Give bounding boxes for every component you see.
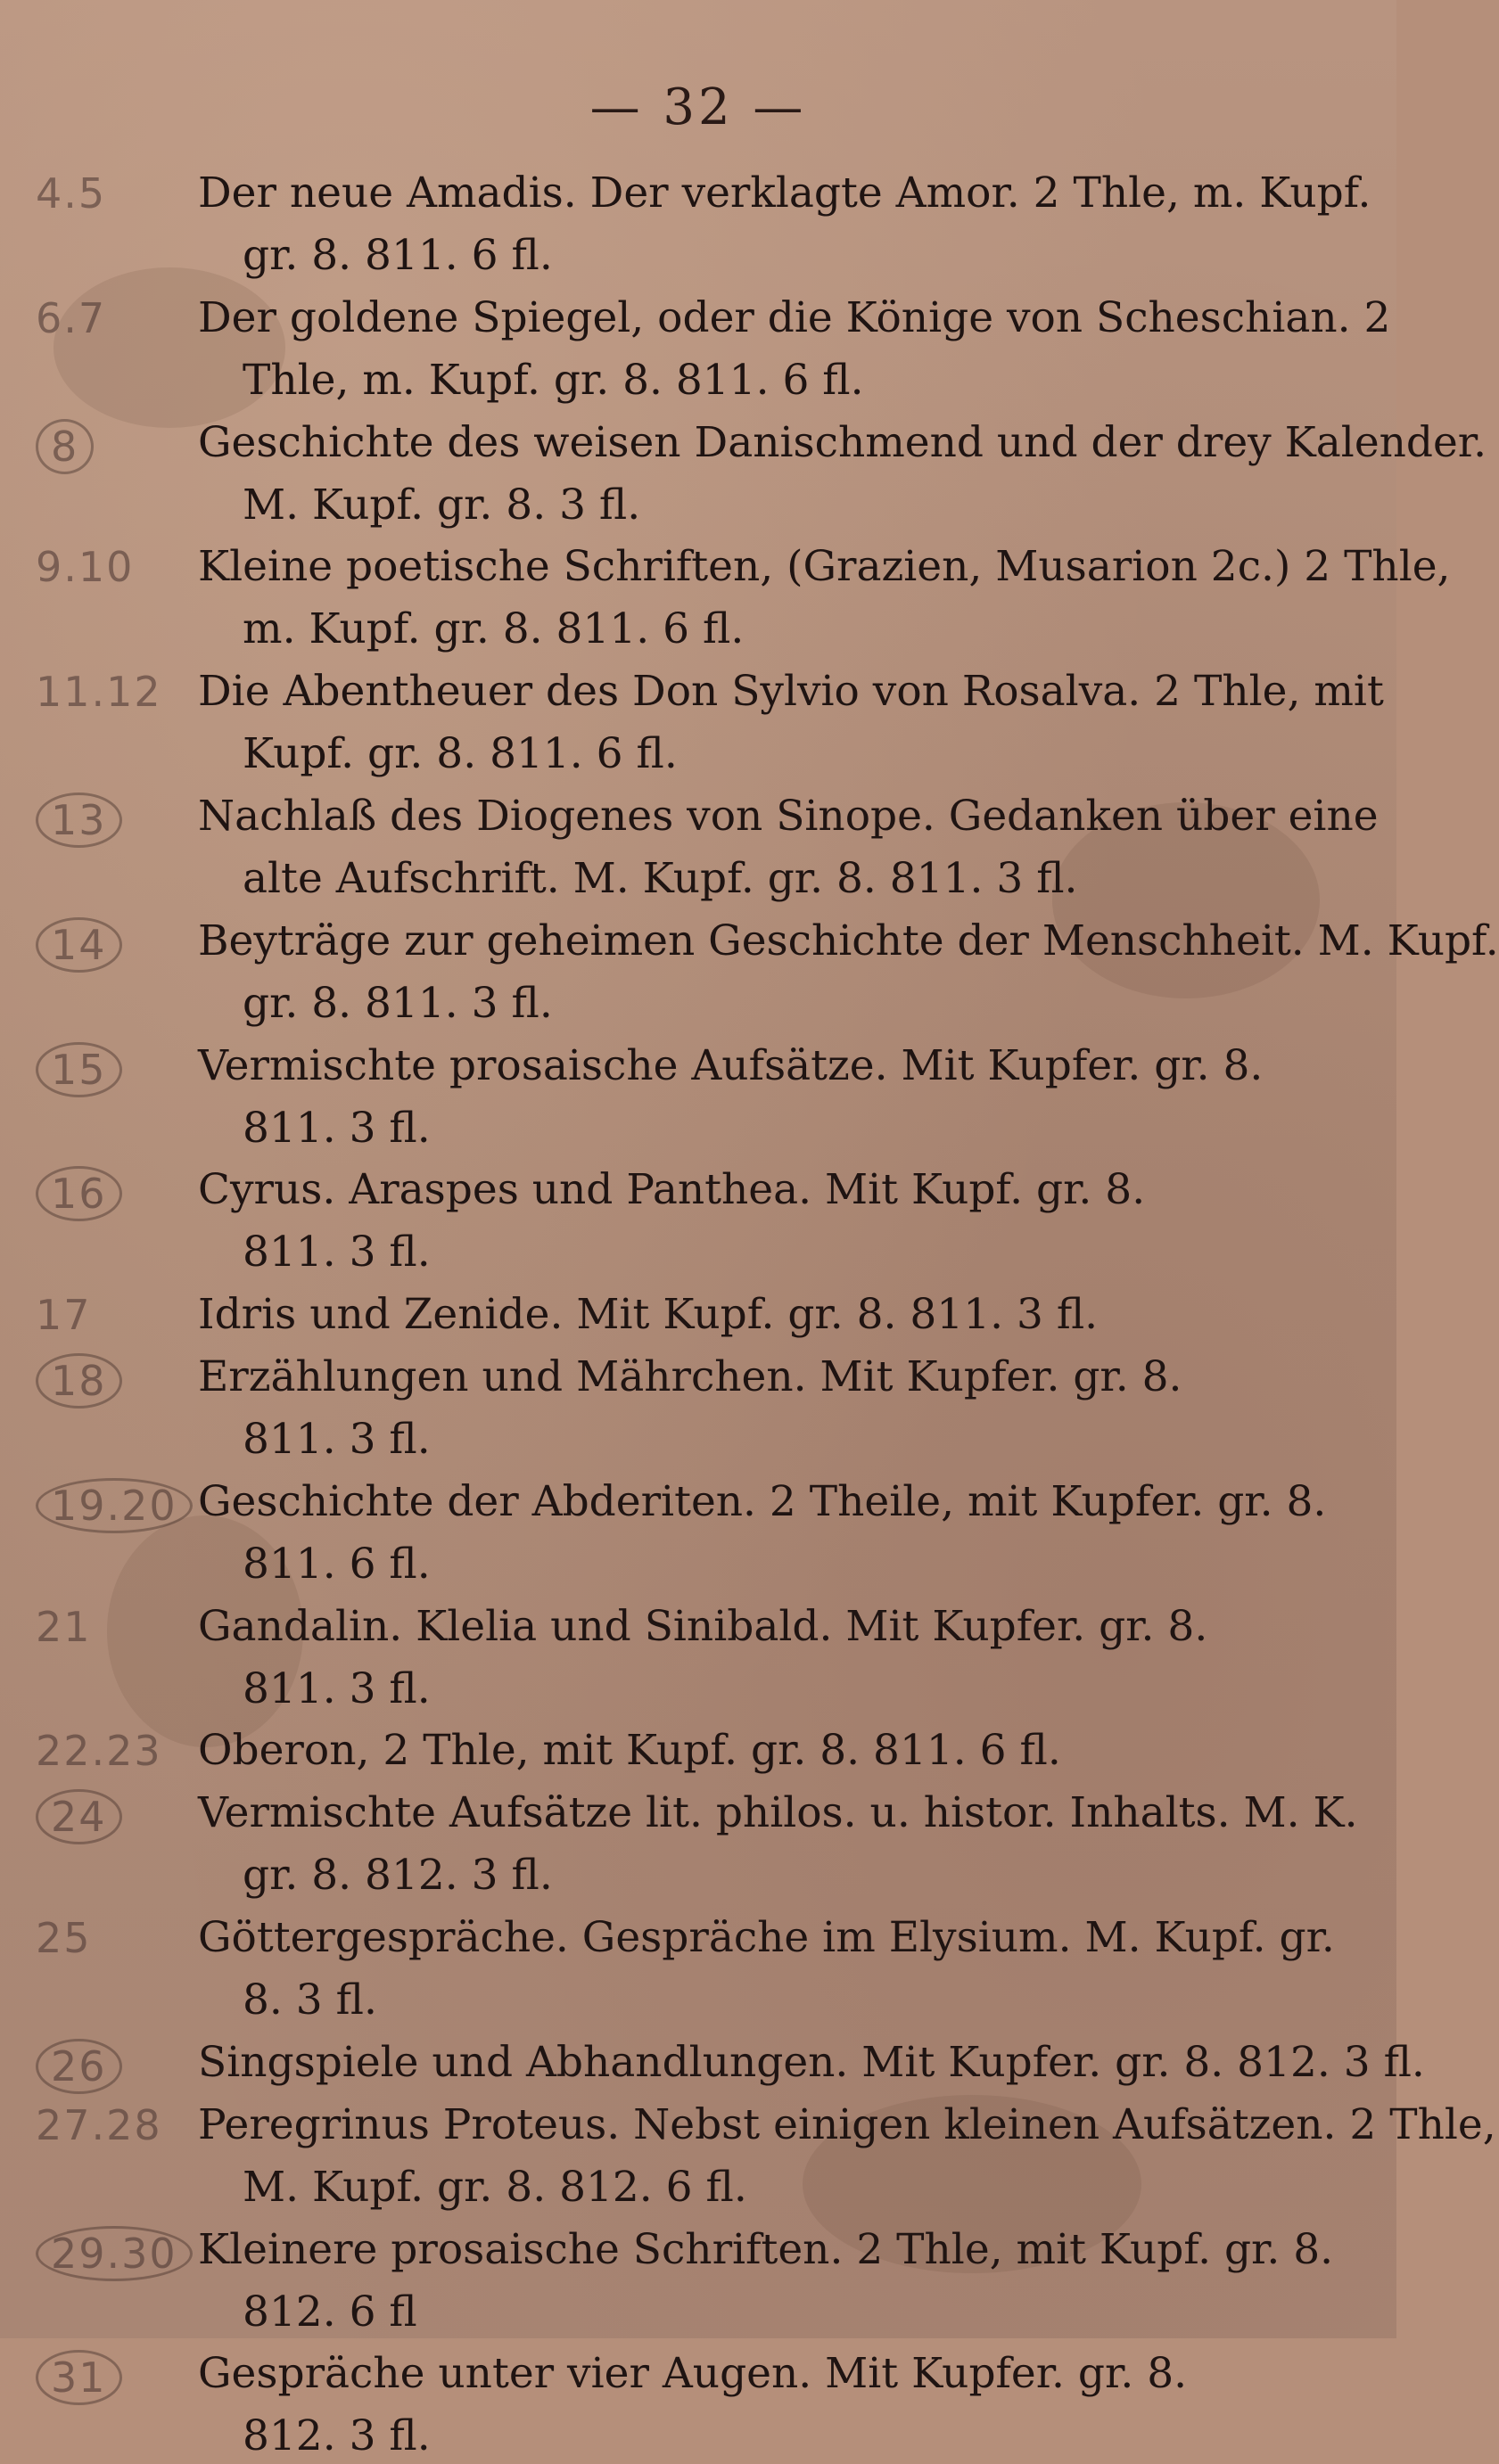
entry-detail-line: Kupf. gr. 8. 811. 6 fl. — [243, 729, 678, 779]
catalog-entry — [0, 1031, 1396, 1156]
volume-mark-text: 31 — [36, 2350, 122, 2405]
volume-mark-text: 19.20 — [36, 1478, 193, 1533]
volume-mark-text: 13 — [36, 793, 122, 848]
handwritten-volume-mark — [36, 2101, 196, 2149]
catalog-entry — [0, 1155, 1396, 1280]
volume-mark-text: 17 — [36, 1291, 92, 1340]
handwritten-volume-mark — [36, 1603, 196, 1651]
catalog-entry — [0, 1592, 1396, 1717]
entry-detail-line: alte Aufschrift. M. Kupf. gr. 8. 811. 3 fl. — [243, 853, 1078, 903]
catalog-entry — [0, 657, 1396, 782]
volume-mark-text: 27.28 — [36, 2100, 162, 2149]
entry-title-line: Die Abentheuer des Don Sylvio von Rosalva. 2 Thle, mit — [198, 667, 1384, 717]
entry-detail-line: M. Kupf. gr. 8. 812. 6 fl. — [243, 2162, 747, 2212]
catalog-entry — [0, 283, 1396, 408]
catalog-entry — [0, 1778, 1396, 1903]
entry-detail-line: 811. 6 fl. — [243, 1539, 431, 1589]
handwritten-volume-mark — [36, 2039, 196, 2094]
handwritten-volume-mark — [36, 2226, 196, 2281]
volume-mark-text: 24 — [36, 1789, 122, 1844]
volume-mark-text: 6.7 — [36, 293, 107, 342]
volume-mark-text: 8 — [36, 419, 94, 474]
entry-title-line: Göttergespräche. Gespräche im Elysium. M. Kupf. gr. — [198, 1913, 1335, 1963]
handwritten-volume-mark — [36, 294, 196, 342]
catalog-entry — [0, 2339, 1396, 2464]
volume-mark-text: 4.5 — [36, 169, 107, 218]
handwritten-volume-mark — [36, 2350, 196, 2405]
handwritten-volume-mark — [36, 169, 196, 218]
handwritten-volume-mark — [36, 1727, 196, 1775]
entry-title-line: Der neue Amadis. Der verklagte Amor. 2 Thle, m. Kupf. — [198, 168, 1371, 218]
volume-mark-text: 25 — [36, 1914, 92, 1963]
entry-detail-line: m. Kupf. gr. 8. 811. 6 fl. — [243, 604, 745, 654]
catalog-entry — [0, 1467, 1396, 1592]
entry-title-line: Gespräche unter vier Augen. Mit Kupfer. gr. 8. — [198, 2349, 1188, 2399]
catalog-entry — [0, 782, 1396, 907]
handwritten-volume-mark — [36, 1789, 196, 1844]
entry-title-line: Vermischte Aufsätze lit. philos. u. histor. Inhalts. M. K. — [198, 1788, 1358, 1838]
volume-mark-text: 9.10 — [36, 543, 135, 592]
entry-title-line: Nachlaß des Diogenes von Sinope. Gedanken über eine — [198, 791, 1379, 841]
volume-mark-text: 18 — [36, 1353, 122, 1409]
entry-detail-line: 812. 3 fl. — [243, 2411, 431, 2461]
entry-title-line: Singspiele und Abhandlungen. Mit Kupfer. gr. 8. 812. 3 fl. — [198, 2037, 1425, 2087]
entry-detail-line: 8. 3 fl. — [243, 1975, 377, 2025]
entry-detail-line: M. Kupf. gr. 8. 3 fl. — [243, 480, 641, 530]
handwritten-volume-mark — [36, 419, 196, 474]
catalog-entry — [0, 2215, 1396, 2340]
entry-title-line: Oberon, 2 Thle, mit Kupf. gr. 8. 811. 6 fl. — [198, 1726, 1061, 1776]
entry-title-line: Gandalin. Klelia und Sinibald. Mit Kupfer. gr. 8. — [198, 1601, 1208, 1651]
handwritten-volume-mark — [36, 1914, 196, 1962]
entry-title-line: Beyträge zur geheimen Geschichte der Menschheit. M. Kupf. — [198, 916, 1499, 965]
volume-mark-text: 14 — [36, 917, 122, 973]
entry-detail-line: 811. 3 fl. — [243, 1415, 431, 1465]
catalog-entry — [0, 1903, 1396, 2028]
handwritten-volume-mark — [36, 1478, 196, 1533]
entry-title-line: Vermischte prosaische Aufsätze. Mit Kupfer. gr. 8. — [198, 1040, 1264, 1090]
volume-mark-text: 11.12 — [36, 668, 162, 717]
entry-detail-line: gr. 8. 812. 3 fl. — [243, 1851, 553, 1901]
entry-title-line: Kleinere prosaische Schriften. 2 Thle, mit Kupf. gr. 8. — [198, 2224, 1334, 2274]
volume-mark-text: 16 — [36, 1166, 122, 1221]
catalog-entry — [0, 159, 1396, 283]
entry-title-line: Kleine poetische Schriften, (Grazien, Musarion 2c.) 2 Thle, — [198, 542, 1451, 592]
catalog-entry — [0, 408, 1487, 533]
catalog-entry — [0, 2090, 1496, 2215]
volume-mark-text: 21 — [36, 1602, 92, 1651]
volume-mark-text: 22.23 — [36, 1727, 162, 1776]
handwritten-volume-mark — [36, 543, 196, 591]
catalog-entry — [0, 907, 1499, 1031]
volume-mark-text: 15 — [36, 1042, 122, 1097]
page-number: — 32 — — [589, 78, 807, 136]
entry-title-line: Idris und Zenide. Mit Kupf. gr. 8. 811. 3 fl. — [198, 1290, 1099, 1340]
entry-detail-line: Thle, m. Kupf. gr. 8. 811. 6 fl. — [243, 355, 864, 405]
catalog-entry — [0, 1343, 1396, 1467]
entry-title-line: Erzählungen und Mährchen. Mit Kupfer. gr. 8. — [198, 1352, 1182, 1402]
handwritten-volume-mark — [36, 793, 196, 848]
catalog-entry — [0, 1280, 1396, 1343]
handwritten-volume-mark — [36, 1291, 196, 1339]
entry-detail-line: 811. 3 fl. — [243, 1103, 431, 1153]
handwritten-volume-mark — [36, 917, 196, 973]
entry-title-line: Der goldene Spiegel, oder die Könige von Scheschian. 2 — [198, 292, 1391, 342]
catalog-entry — [0, 532, 1451, 657]
handwritten-volume-mark — [36, 1042, 196, 1097]
entry-title-line: Peregrinus Proteus. Nebst einigen kleinen Aufsätzen. 2 Thle, — [198, 2099, 1496, 2149]
handwritten-volume-mark — [36, 1166, 196, 1221]
entry-detail-line: gr. 8. 811. 6 fl. — [243, 231, 553, 280]
handwritten-volume-mark — [36, 668, 196, 716]
catalog-entry — [0, 2028, 1425, 2090]
catalog-entry — [0, 1716, 1396, 1778]
volume-mark-text: 29.30 — [36, 2226, 193, 2281]
entry-title-line: Cyrus. Araspes und Panthea. Mit Kupf. gr. 8. — [198, 1165, 1146, 1215]
volume-mark-text: 26 — [36, 2039, 122, 2094]
entry-title-line: Geschichte des weisen Danischmend und der drey Kalender. — [198, 417, 1487, 467]
catalog-list — [0, 159, 1499, 2464]
entry-detail-line: 812. 6 fl — [243, 2287, 417, 2337]
handwritten-volume-mark — [36, 1353, 196, 1409]
entry-detail-line: gr. 8. 811. 3 fl. — [243, 978, 553, 1028]
entry-title-line: Geschichte der Abderiten. 2 Theile, mit Kupfer. gr. 8. — [198, 1476, 1327, 1526]
entry-detail-line: 811. 3 fl. — [243, 1663, 431, 1713]
entry-detail-line: 811. 3 fl. — [243, 1228, 431, 1277]
